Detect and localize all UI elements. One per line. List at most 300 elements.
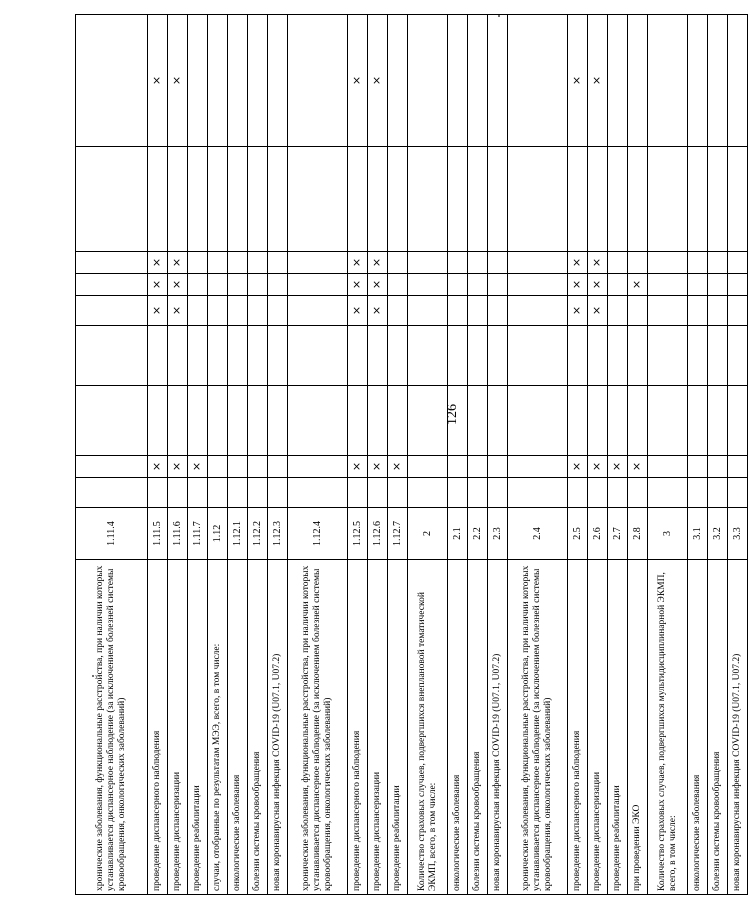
empty-cell [408,478,448,508]
empty-cell [248,326,268,386]
scan-speck [498,15,500,17]
empty-cell [648,252,688,274]
empty-cell [728,478,748,508]
empty-cell [228,386,248,456]
report-table [75,14,748,895]
document-table-rotated [75,15,743,895]
row-code: 1.12.4 [288,508,348,560]
empty-cell [188,296,208,326]
row-code: 1.12.1 [228,508,248,560]
empty-cell [208,386,228,456]
row-label: новая коронавирусная инфекция COVID-19 (U07.1, U07.2) [488,560,508,895]
empty-cell [368,478,388,508]
row-label: проведение диспансеризации [588,560,608,895]
row-label: проведение диспансеризации [368,560,388,895]
empty-cell [268,252,288,274]
empty-cell [688,386,708,456]
row-code: 1.11.7 [188,508,208,560]
cross-mark-cell: × [588,296,608,326]
row-code: 1.12.5 [348,508,368,560]
empty-cell [408,274,448,296]
empty-cell [288,326,348,386]
empty-cell [76,15,148,147]
empty-cell [268,478,288,508]
empty-cell [568,478,588,508]
empty-cell [448,274,468,296]
row-code: 2.8 [628,508,648,560]
empty-cell [628,15,648,147]
cross-mark-cell: × [568,456,588,478]
row-code: 2.6 [588,508,608,560]
empty-cell [268,15,288,147]
table-row [76,15,148,895]
cross-mark-cell: × [168,456,188,478]
row-label: новая коронавирусная инфекция COVID-19 (U07.1, U07.2) [268,560,288,895]
cross-mark-cell: × [368,15,388,147]
empty-cell [468,252,488,274]
empty-cell [468,326,488,386]
table-row [348,15,368,895]
row-label: болезни системы кровообращения [468,560,488,895]
empty-cell [388,296,408,326]
row-code: 2.4 [508,508,568,560]
empty-cell [408,252,448,274]
empty-cell [488,478,508,508]
row-label: Количество страховых случаев, подвергшихся внеплановой тематической ЭКМП, всего, в том числе: [408,560,448,895]
empty-cell [508,147,568,252]
empty-cell [688,252,708,274]
table-row [508,15,568,895]
cross-mark-cell: × [568,274,588,296]
empty-cell [708,478,728,508]
table-row [468,15,488,895]
empty-cell [448,386,468,456]
empty-cell [468,15,488,147]
empty-cell [708,326,728,386]
row-code: 2.5 [568,508,588,560]
cross-mark-cell: × [348,15,368,147]
cross-mark-cell: × [628,274,648,296]
cross-mark-cell: × [588,274,608,296]
page-number: 126 [445,404,460,425]
empty-cell [648,15,688,147]
row-label: болезни системы кровообращения [708,560,728,895]
cross-mark-cell: × [168,296,188,326]
cross-mark-cell: × [348,296,368,326]
empty-cell [76,456,148,478]
row-label: проведение реабилитации [188,560,208,895]
cross-mark-cell: × [568,252,588,274]
row-code: 2.7 [608,508,628,560]
table-row [648,15,688,895]
row-code: 3.3 [728,508,748,560]
empty-cell [568,386,588,456]
table-row [708,15,728,895]
empty-cell [388,147,408,252]
cross-mark-cell: × [148,456,168,478]
empty-cell [708,296,728,326]
row-code: 1.12.2 [248,508,268,560]
empty-cell [608,274,628,296]
empty-cell [408,456,448,478]
row-label: новая коронавирусная инфекция COVID-19 (U07.1, U07.2) [728,560,748,895]
table-row [248,15,268,895]
cross-mark-cell: × [368,296,388,326]
empty-cell [688,456,708,478]
empty-cell [608,296,628,326]
empty-cell [388,478,408,508]
empty-cell [408,326,448,386]
empty-cell [448,478,468,508]
empty-cell [488,147,508,252]
empty-cell [588,326,608,386]
empty-cell [608,478,628,508]
empty-cell [288,274,348,296]
empty-cell [228,274,248,296]
empty-cell [348,147,368,252]
table-row [268,15,288,895]
row-code: 1.12.7 [388,508,408,560]
empty-cell [268,386,288,456]
empty-cell [508,274,568,296]
row-code: 2 [408,508,448,560]
empty-cell [76,274,148,296]
empty-cell [408,147,448,252]
empty-cell [228,296,248,326]
row-label: онкологические заболевания [688,560,708,895]
row-code: 1.12.3 [268,508,288,560]
empty-cell [628,326,648,386]
empty-cell [208,326,228,386]
empty-cell [728,296,748,326]
cross-mark-cell: × [148,252,168,274]
empty-cell [168,478,188,508]
empty-cell [648,456,688,478]
row-label: проведение диспансерного наблюдения [348,560,368,895]
empty-cell [568,326,588,386]
row-label: хронические заболевания, функциональные расстройства, при наличии которых устанавливается диспансерное наблюдение (за исключением болезней системы кровообращения, онкологических заболеваний) [288,560,348,895]
empty-cell [708,252,728,274]
empty-cell [628,296,648,326]
empty-cell [488,386,508,456]
empty-cell [208,147,228,252]
empty-cell [288,296,348,326]
cross-mark-cell: × [168,274,188,296]
empty-cell [76,478,148,508]
empty-cell [588,478,608,508]
empty-cell [408,386,448,456]
row-code: 3 [648,508,688,560]
empty-cell [468,296,488,326]
row-label: проведение реабилитации [608,560,628,895]
row-label: проведение диспансерного наблюдения [148,560,168,895]
empty-cell [288,386,348,456]
empty-cell [288,147,348,252]
table-row [408,15,448,895]
empty-cell [348,478,368,508]
row-code: 1.12.6 [368,508,388,560]
empty-cell [388,15,408,147]
row-label: проведение диспансерного наблюдения [568,560,588,895]
empty-cell [728,252,748,274]
empty-cell [228,478,248,508]
row-label: при проведении ЭКО [628,560,648,895]
cross-mark-cell: × [388,456,408,478]
empty-cell [728,147,748,252]
cross-mark-cell: × [608,456,628,478]
table-row [188,15,208,895]
empty-cell [608,15,628,147]
empty-cell [208,456,228,478]
empty-cell [76,147,148,252]
table-row [628,15,648,895]
table-row [488,15,508,895]
empty-cell [508,456,568,478]
cross-mark-cell: × [348,274,368,296]
empty-cell [288,15,348,147]
empty-cell [228,147,248,252]
empty-cell [508,326,568,386]
cross-mark-cell: × [588,252,608,274]
empty-cell [708,15,728,147]
empty-cell [268,456,288,478]
empty-cell [508,15,568,147]
empty-cell [148,478,168,508]
cross-mark-cell: × [148,296,168,326]
empty-cell [188,147,208,252]
empty-cell [508,296,568,326]
cross-mark-cell: × [148,15,168,147]
empty-cell [288,252,348,274]
row-code: 1.11.6 [168,508,188,560]
table-row [148,15,168,895]
empty-cell [388,326,408,386]
empty-cell [728,456,748,478]
row-code: 1.12 [208,508,228,560]
empty-cell [268,274,288,296]
empty-cell [608,252,628,274]
empty-cell [168,147,188,252]
empty-cell [228,252,248,274]
empty-cell [688,326,708,386]
empty-cell [628,252,648,274]
empty-cell [228,15,248,147]
empty-cell [188,252,208,274]
empty-cell [288,456,348,478]
row-label: Количество страховых случаев, подвергшихся мультидисциплинарной ЭКМП, всего, в том числе: [648,560,688,895]
empty-cell [608,147,628,252]
empty-cell [228,326,248,386]
empty-cell [208,15,228,147]
cross-mark-cell: × [368,252,388,274]
row-label: случаи, отобранные по результатам МЭЭ, всего, в том числе: [208,560,228,895]
table-row [688,15,708,895]
row-label: проведение диспансеризации [168,560,188,895]
empty-cell [508,252,568,274]
empty-cell [248,147,268,252]
cross-mark-cell: × [588,15,608,147]
empty-cell [188,274,208,296]
cross-mark-cell: × [568,296,588,326]
table-row [368,15,388,895]
empty-cell [448,296,468,326]
empty-cell [608,386,628,456]
empty-cell [268,147,288,252]
empty-cell [148,326,168,386]
empty-cell [648,386,688,456]
empty-cell [448,456,468,478]
row-label: хронические заболевания, функциональные расстройства, при наличии которых устанавливается диспансерное наблюдение (за исключением болезней системы кровообращения, онкологических заболеваний) [508,560,568,895]
empty-cell [368,386,388,456]
empty-cell [76,386,148,456]
empty-cell [568,147,588,252]
empty-cell [628,386,648,456]
empty-cell [468,456,488,478]
empty-cell [188,15,208,147]
table-body [76,15,748,895]
empty-cell [188,478,208,508]
empty-cell [148,147,168,252]
empty-cell [588,147,608,252]
empty-cell [488,15,508,147]
empty-cell [408,15,448,147]
empty-cell [248,296,268,326]
empty-cell [76,326,148,386]
table-row [728,15,748,895]
empty-cell [248,456,268,478]
empty-cell [408,296,448,326]
empty-cell [468,386,488,456]
empty-cell [368,326,388,386]
empty-cell [388,274,408,296]
empty-cell [348,326,368,386]
cross-mark-cell: × [168,15,188,147]
empty-cell [188,326,208,386]
empty-cell [648,326,688,386]
empty-cell [488,456,508,478]
cross-mark-cell: × [168,252,188,274]
row-label: онкологические заболевания [448,560,468,895]
empty-cell [508,386,568,456]
row-label: проведение реабилитации [388,560,408,895]
row-label: онкологические заболевания [228,560,248,895]
empty-cell [248,274,268,296]
empty-cell [168,326,188,386]
empty-cell [648,274,688,296]
empty-cell [248,478,268,508]
empty-cell [688,15,708,147]
cross-mark-cell: × [148,274,168,296]
empty-cell [468,274,488,296]
empty-cell [708,456,728,478]
empty-cell [388,386,408,456]
empty-cell [708,274,728,296]
empty-cell [248,386,268,456]
empty-cell [728,326,748,386]
empty-cell [268,296,288,326]
row-code: 2.1 [448,508,468,560]
empty-cell [628,147,648,252]
empty-cell [448,252,468,274]
empty-cell [708,386,728,456]
empty-cell [488,274,508,296]
table-row [228,15,248,895]
scan-speck [92,675,94,677]
empty-cell [168,386,188,456]
empty-cell [688,274,708,296]
empty-cell [688,478,708,508]
empty-cell [488,252,508,274]
empty-cell [188,386,208,456]
table-row [388,15,408,895]
cross-mark-cell: × [348,252,368,274]
table-row [168,15,188,895]
cross-mark-cell: × [368,274,388,296]
empty-cell [588,386,608,456]
empty-cell [648,296,688,326]
empty-cell [608,326,628,386]
empty-cell [628,478,648,508]
empty-cell [448,147,468,252]
empty-cell [268,326,288,386]
empty-cell [228,456,248,478]
empty-cell [448,326,468,386]
empty-cell [468,478,488,508]
empty-cell [648,478,688,508]
row-code: 1.11.4 [76,508,148,560]
cross-mark-cell: × [568,15,588,147]
empty-cell [208,252,228,274]
row-label: болезни системы кровообращения [248,560,268,895]
cross-mark-cell: × [368,456,388,478]
empty-cell [728,274,748,296]
empty-cell [728,386,748,456]
cross-mark-cell: × [588,456,608,478]
empty-cell [448,15,468,147]
empty-cell [488,326,508,386]
empty-cell [248,252,268,274]
empty-cell [368,147,388,252]
empty-cell [348,386,368,456]
row-code: 3.1 [688,508,708,560]
row-code: 1.11.5 [148,508,168,560]
empty-cell [488,296,508,326]
row-code: 2.3 [488,508,508,560]
empty-cell [76,252,148,274]
empty-cell [688,296,708,326]
cross-mark-cell: × [628,456,648,478]
empty-cell [468,147,488,252]
cross-mark-cell: × [348,456,368,478]
table-row [568,15,588,895]
table-row [208,15,228,895]
empty-cell [648,147,688,252]
table-row [288,15,348,895]
empty-cell [728,15,748,147]
empty-cell [388,252,408,274]
table-row [588,15,608,895]
empty-cell [248,15,268,147]
row-label: хронические заболевания, функциональные расстройства, при наличии которых устанавливается диспансерное наблюдение (за исключением болезней системы кровообращения, онкологических заболеваний) [76,560,148,895]
empty-cell [208,478,228,508]
row-code: 3.2 [708,508,728,560]
empty-cell [288,478,348,508]
empty-cell [208,296,228,326]
table-row [608,15,628,895]
empty-cell [76,296,148,326]
cross-mark-cell: × [188,456,208,478]
table-row [448,15,468,895]
